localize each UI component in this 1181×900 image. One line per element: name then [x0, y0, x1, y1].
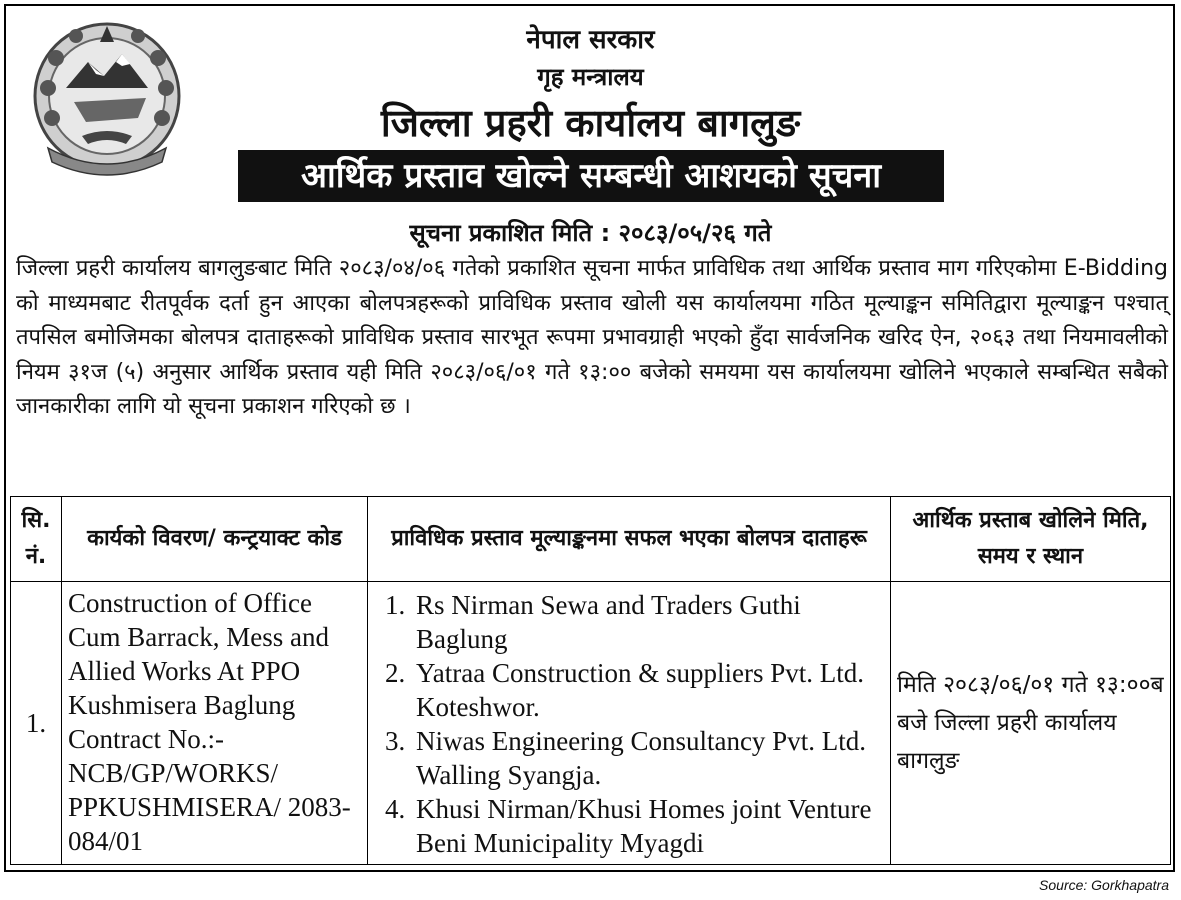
notice-paragraph: जिल्ला प्रहरी कार्यालय बागलुङबाट मिति २०८३/०४/०६ गतेको प्रकाशित सूचना मार्फत प्राविधिक तथा आर्थिक प्रस्ताव माग गरिएकोमा E-Bidding को माध्यमबाट रीतपूर्वक दर्ता हुन आएका बोलपत्रहरूको प्राविधिक प्रस्ताव खोली यस कार्यालयमा गठित मूल्याङ्कन समितिद्वारा मूल्याङ्कन पश्चात् तपसिल बमोजिमका बोलपत्र दाताहरूको प्राविधिक प्रस्ताव सारभूत रूपमा प्रभावग्राही भएको हुँदा सार्वजनिक खरिद ऐन, २०६३ तथा नियमावलीको नियम ३१ज (५) अनुसार आर्थिक प्रस्ताव यही मिति २०८३/०६/०१ गते १३:०० बजेको समयमा यस कार्यालयमा खोलिने भएकाले सम्बन्धित सबैको जानकारीका लागि यो सूचना प्रकाशन गरिएको छ । — [16, 256, 1168, 419]
published-date: सूचना प्रकाशित मिति : २०८३/०५/२६ गते — [409, 219, 772, 247]
header-bidders: प्राविधिक प्रस्ताव मूल्याङ्कनमा सफल भएका बोलपत्र दाताहरू — [368, 497, 891, 582]
row-bidders — [368, 582, 891, 865]
bidder-item: 1. Rs Nirman Sewa and Traders Guthi Baglung — [412, 588, 884, 656]
source-credit: Source: Gorkhapatra — [1039, 877, 1169, 893]
row-opening: मिति २०८३/०६/०१ गते १३:००ब बजे जिल्ला प्रहरी कार्यालय बागलुङ — [891, 582, 1171, 865]
bidders-table — [10, 496, 1171, 865]
ministry-name: गृह मन्त्रालय — [537, 63, 644, 91]
bidders-list — [374, 588, 884, 860]
table-header-row — [11, 497, 1171, 582]
table-row — [11, 582, 1171, 865]
notice-title: आर्थिक प्रस्ताव खोल्ने सम्बन्धी आशयको सूचना — [238, 150, 944, 202]
bidder-item: 2. Yatraa Construction & suppliers Pvt. Ltd. Koteshwor. — [412, 656, 884, 724]
government-name: नेपाल सरकार — [526, 25, 655, 55]
header-description: कार्यको विवरण/ कन्ट्रयाक्ट कोड — [62, 497, 368, 582]
header-sn: सि. नं. — [11, 497, 62, 582]
office-name: जिल्ला प्रहरी कार्यालय बागलुङ — [380, 101, 801, 145]
bidder-item: 3. Niwas Engineering Consultancy Pvt. Ltd. Walling Syangja. — [412, 724, 884, 792]
bidder-item: 4. Khusi Nirman/Khusi Homes joint Venture Beni Municipality Myagdi — [412, 792, 884, 860]
row-description: Construction of Office Cum Barrack, Mess and Allied Works At PPO Kushmisera Baglung Contract No.:- NCB/GP/WORKS/ PPKUSHMISERA/ 2083-084/01 — [62, 582, 368, 865]
header-opening: आर्थिक प्रस्ताब खोलिने मिति, समय र स्थान — [891, 497, 1171, 582]
row-sn: 1. — [11, 582, 62, 865]
